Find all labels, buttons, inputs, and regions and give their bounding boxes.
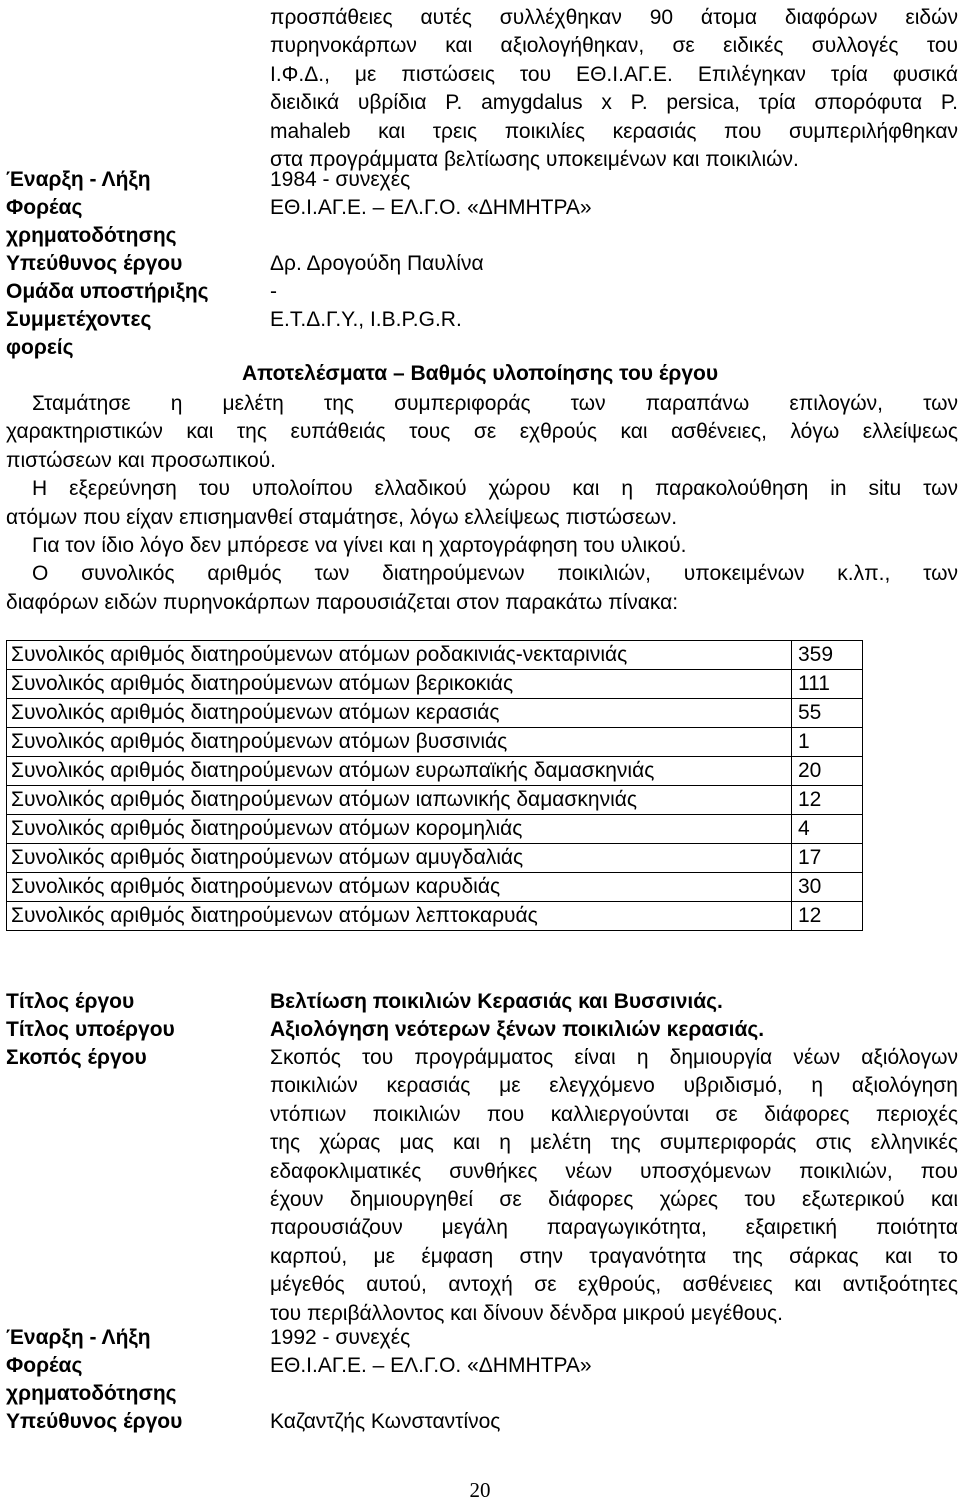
table-cell-value: 4 <box>792 815 863 844</box>
table-row <box>7 844 863 873</box>
table-cell-value: 12 <box>792 786 863 815</box>
table-cell-label: Συνολικός αριθμός διατηρούμενων ατόμων ροδακινιάς-νεκταρινιάς <box>7 641 792 670</box>
aim-line: Σκοπός του προγράμματος είναι η δημιουργία νέων αξιόλογων <box>270 1046 958 1069</box>
table-cell-label: Συνολικός αριθμός διατηρούμενων ατόμων λεπτοκαρυάς <box>7 902 792 931</box>
table-cell-label: Συνολικός αριθμός διατηρούμενων ατόμων βερικοκιάς <box>7 670 792 699</box>
table-cell-value: 359 <box>792 641 863 670</box>
table-row <box>7 728 863 757</box>
funding-label-cont: χρηματοδότησης <box>6 224 177 247</box>
table-cell-value: 30 <box>792 873 863 902</box>
table-cell-label: Συνολικός αριθμός διατηρούμενων ατόμων ευρωπαϊκής δαμασκηνιάς <box>7 757 792 786</box>
aim-line: ποικιλιών κερασιάς με ελεγχόμενο υβριδισμό, η αξιολόγηση <box>270 1074 958 1098</box>
funding-label: Φορέας <box>6 196 83 219</box>
support-team-value: - <box>270 280 277 303</box>
manager-value: Δρ. Δρογούδη Παυλίνα <box>270 252 484 275</box>
intro-line: προσπάθειες αυτές συλλέχθηκαν 90 άτομα διαφόρων ειδών <box>270 6 958 29</box>
start-end-value: 1984 - συνεχές <box>270 168 411 191</box>
start-end-label: Έναρξη - Λήξη <box>6 168 151 191</box>
table-cell-label: Συνολικός αριθμός διατηρούμενων ατόμων καρυδιάς <box>7 873 792 902</box>
funding-value: ΕΘ.Ι.ΑΓ.Ε. – ΕΛ.Γ.Ο. «ΔΗΜΗΤΡΑ» <box>270 1354 592 1377</box>
results-paragraph <box>6 390 958 617</box>
project-aim-label: Σκοπός έργου <box>6 1046 147 1069</box>
results-line: ατόμων που είχαν επισημανθεί σταμάτησε, λόγω ελλείψεως πιστώσεων. <box>6 505 678 529</box>
partners-value: Ε.Τ.Δ.Γ.Υ., I.B.P.G.R. <box>270 308 462 331</box>
aim-line: της χώρας μας και η μελέτη της συμπεριφοράς στις ελληνικές <box>270 1131 958 1155</box>
page-number: 20 <box>469 1478 491 1502</box>
subproject-title-label: Τίτλος υποέργου <box>6 1018 175 1041</box>
table-row <box>7 786 863 815</box>
aim-line: παρουσιάζουν μεγάλη παραγωγικότητα, εξαιρετική ποιότητα <box>270 1216 958 1240</box>
project-title-label: Τίτλος έργου <box>6 990 135 1013</box>
start-end-label: Έναρξη - Λήξη <box>6 1326 151 1349</box>
results-line: Για τον ίδιο λόγο δεν μπόρεσε να γίνει και η χαρτογράφηση του υλικού. <box>32 533 687 557</box>
funding-value: ΕΘ.Ι.ΑΓ.Ε. – ΕΛ.Γ.Ο. «ΔΗΜΗΤΡΑ» <box>270 196 592 219</box>
project-aim-text <box>270 1044 958 1328</box>
funding-label-cont: χρηματοδότησης <box>6 1382 177 1405</box>
results-heading: Αποτελέσματα – Βαθμός υλοποίησης του έργου <box>241 362 719 385</box>
aim-line: καρπού, με έμφαση στην τραγανότητα της σάρκας και το <box>270 1244 958 1268</box>
intro-line: στα προγράμματα βελτίωσης υποκειμένων και ποικιλιών. <box>270 147 799 171</box>
results-line: χαρακτηριστικών και της ευπάθειάς τους σε εχθρούς και ασθένειες, λόγω ελλείψεως <box>6 420 958 444</box>
intro-line: mahaleb και τρεις ποικιλίες κερασιάς που συμπεριλήφθηκαν <box>270 119 958 143</box>
table-cell-value: 55 <box>792 699 863 728</box>
table-cell-label: Συνολικός αριθμός διατηρούμενων ατόμων βυσσινιάς <box>7 728 792 757</box>
results-line: πιστώσεων και προσωπικού. <box>6 448 277 472</box>
manager-label: Υπεύθυνος έργου <box>6 1410 183 1433</box>
results-line: Σταμάτησε η μελέτη της συμπεριφοράς των παραπάνω επιλογών, των <box>32 392 958 415</box>
results-line: Η εξερεύνηση του υπολοίπου ελλαδικού χώρου και η παρακολούθηση in situ των <box>32 477 958 501</box>
manager-value: Καζαντζής Κωνσταντίνος <box>270 1410 501 1433</box>
table-cell-value: 1 <box>792 728 863 757</box>
table-row <box>7 699 863 728</box>
support-team-label: Ομάδα υποστήριξης <box>6 280 209 303</box>
table-row <box>7 902 863 931</box>
totals-table <box>6 640 863 931</box>
table-cell-value: 111 <box>792 670 863 699</box>
partners-label: Συμμετέχοντες <box>6 308 152 331</box>
results-line: διαφόρων ειδών πυρηνοκάρπων παρουσιάζεται στον παρακάτω πίνακα: <box>6 590 679 614</box>
project-title-value: Βελτίωση ποικιλιών Κερασιάς και Βυσσινιάς. <box>270 990 723 1013</box>
aim-line: του περιβάλλοντος και δίνουν δένδρα μικρού μεγέθους. <box>270 1301 783 1325</box>
intro-line: Ι.Φ.Δ., με πιστώσεις του ΕΘ.Ι.ΑΓ.Ε. Επιλέγηκαν τρία φυσικά <box>270 62 958 86</box>
partners-label-cont: φορείς <box>6 336 74 359</box>
table-cell-label: Συνολικός αριθμός διατηρούμενων ατόμων αμυγδαλιάς <box>7 844 792 873</box>
funding-label: Φορέας <box>6 1354 83 1377</box>
intro-paragraph <box>270 4 958 174</box>
table-cell-value: 12 <box>792 902 863 931</box>
aim-line: εδαφοκλιματικές συνθήκες νέων υποσχόμενων ποικιλιών, που <box>270 1159 958 1183</box>
table-cell-value: 17 <box>792 844 863 873</box>
table-row <box>7 815 863 844</box>
table-row <box>7 641 863 670</box>
table-cell-value: 20 <box>792 757 863 786</box>
intro-line: πυρηνοκάρπων και αξιολογήθηκαν, σε ειδικές συλλογές του <box>270 34 958 58</box>
aim-line: έχουν δημιουργηθεί σε διάφορες χώρες του εξωτερικού και <box>270 1187 958 1211</box>
table-cell-label: Συνολικός αριθμός διατηρούμενων ατόμων κορομηλιάς <box>7 815 792 844</box>
table-cell-label: Συνολικός αριθμός διατηρούμενων ατόμων κερασιάς <box>7 699 792 728</box>
table-row <box>7 873 863 902</box>
table-cell-label: Συνολικός αριθμός διατηρούμενων ατόμων ιαπωνικής δαμασκηνιάς <box>7 786 792 815</box>
table-row <box>7 757 863 786</box>
results-line: Ο συνολικός αριθμός των διατηρούμενων ποικιλιών, υποκειμένων κ.λπ., των <box>32 562 958 586</box>
table-row <box>7 670 863 699</box>
aim-line: ντόπιων ποικιλιών που καλλιεργούνται σε διάφορες περιοχές <box>270 1102 958 1126</box>
manager-label: Υπεύθυνος έργου <box>6 252 183 275</box>
subproject-title-value: Αξιολόγηση νεότερων ξένων ποικιλιών κερασιάς. <box>270 1018 765 1041</box>
start-end-value: 1992 - συνεχές <box>270 1326 411 1349</box>
intro-line: διειδικά υβρίδια P. amygdalus x P. persica, τρία σπορόφυτα P. <box>270 91 958 115</box>
aim-line: μέγεθός αυτού, αντοχή σε εχθρούς, ασθένειες και αντιξοότητες <box>270 1273 958 1297</box>
